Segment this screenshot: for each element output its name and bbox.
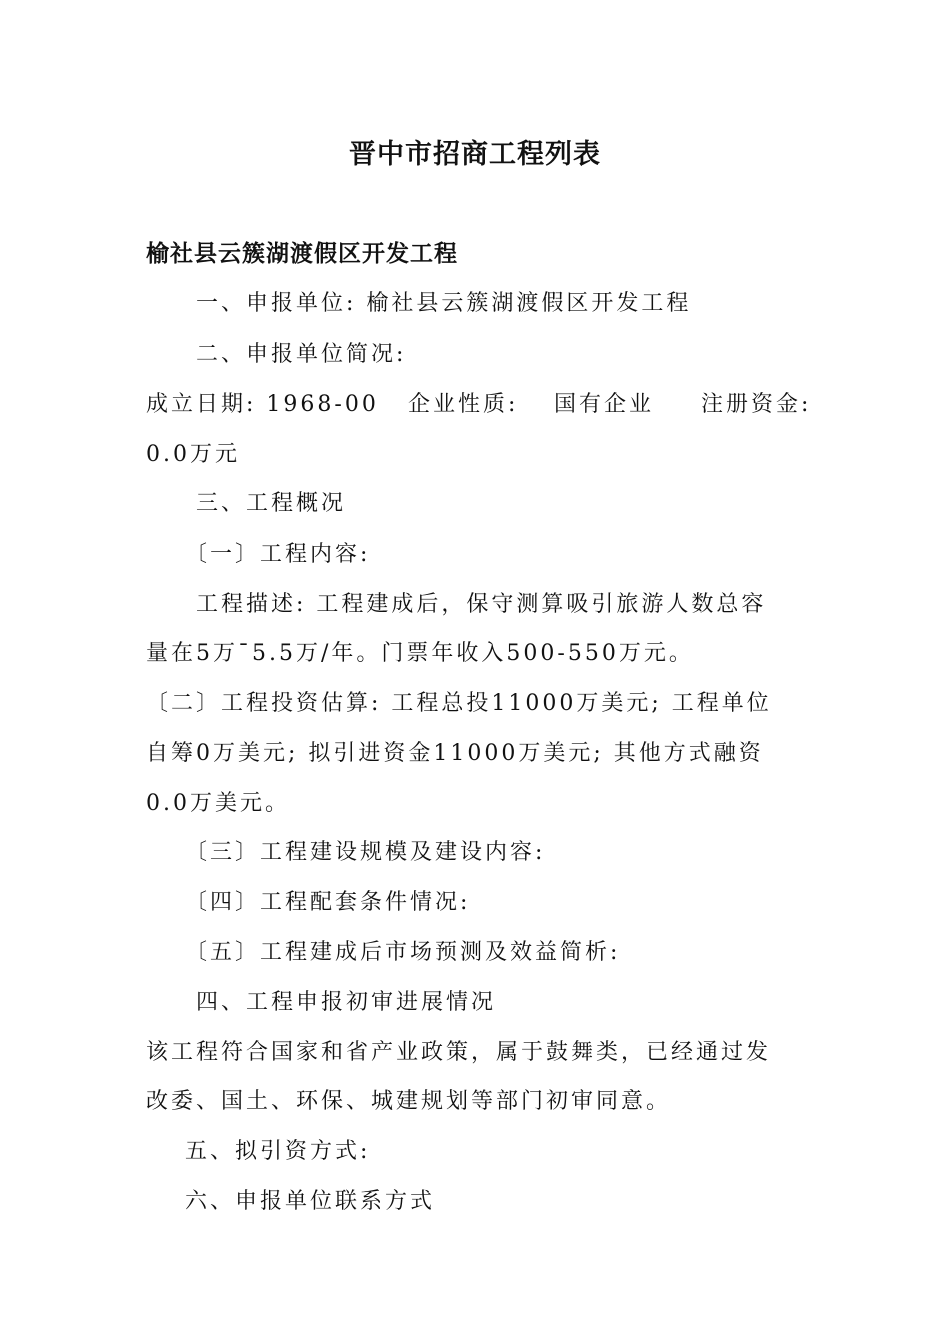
registered-capital-label: 注册资金: — [701, 392, 812, 417]
review-progress-line-1: 该工程符合国家和省产业政策，属于鼓舞类，已经通过发 — [146, 1040, 772, 1065]
document-title: 晋中市招商工程列表 — [349, 139, 601, 170]
registered-capital-value: 0.0万元 — [146, 442, 240, 467]
project-overview-heading: 三、工程概况 — [196, 491, 347, 516]
project-heading: 榆社县云簇湖渡假区开发工程 — [146, 241, 458, 267]
applicant-unit: 一、申报单位: 榆社县云簇湖渡假区开发工程 — [196, 291, 692, 316]
project-content-heading: 〔一〕工程内容: — [185, 542, 371, 567]
company-nature-label: 企业性质: — [408, 392, 519, 417]
project-description-line-1: 工程描述: 工程建成后，保守测算吸引旅游人数总容 — [196, 592, 767, 617]
company-nature-value: 国有企业 — [554, 392, 655, 417]
supporting-conditions-heading: 〔四〕工程配套条件情况: — [185, 890, 471, 915]
applicant-overview-heading: 二、申报单位简况: — [196, 342, 407, 367]
investment-estimate-line-3: 0.0万美元。 — [146, 791, 290, 816]
investment-estimate-line-1: 〔二〕工程投资估算: 工程总投11000万美元; 工程单位 — [146, 691, 772, 716]
investment-estimate-line-2: 自筹0万美元; 拟引进资金11000万美元; 其他方式融资 — [146, 741, 764, 766]
review-progress-heading: 四、工程申报初审进展情况 — [196, 990, 497, 1015]
construction-scale-heading: 〔三〕工程建设规模及建设内容: — [185, 840, 546, 865]
founding-date: 成立日期: 1968-00 — [146, 392, 379, 417]
company-info-row — [146, 387, 826, 418]
investment-method-heading: 五、拟引资方式: — [185, 1139, 371, 1164]
project-description-line-2: 量在5万¯5.5万/年。门票年收入500-550万元。 — [146, 641, 694, 666]
contact-info-heading: 六、申报单位联系方式 — [185, 1189, 436, 1214]
market-forecast-heading: 〔五〕工程建成后市场预测及效益简析: — [185, 940, 621, 965]
review-progress-line-2: 改委、国土、环保、城建规划等部门初审同意。 — [146, 1089, 672, 1114]
